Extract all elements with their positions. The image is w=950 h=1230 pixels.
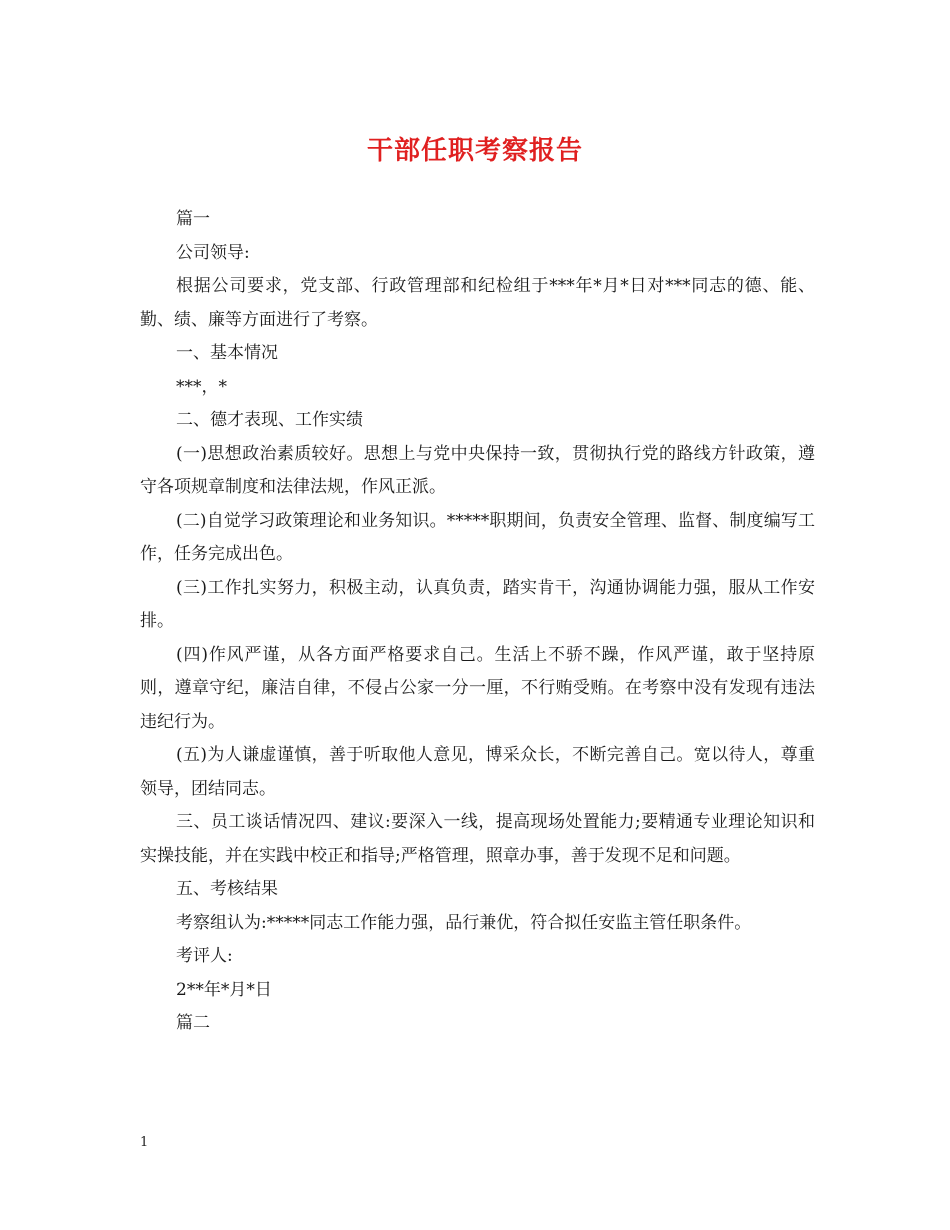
basic-info-text: ***，* [176,376,227,397]
document-body [140,203,815,1041]
performance-item-3: (三)工作扎实努力，积极主动，认真负责，踏实肯干，沟通协调能力强，服从工作安排。 [140,577,815,631]
performance-item-1: (一)思想政治素质较好。思想上与党中央保持一致，贯彻执行党的路线方针政策，遵守各项规章制度和法律法规，作风正派。 [140,443,815,497]
section-heading-part-1: 篇一 [176,209,210,229]
heading-performance: 二、德才表现、工作实绩 [176,410,363,430]
page-number: 1 [140,1135,149,1150]
performance-item-5: (五)为人谦虚谨慎，善于听取他人意见，博采众长，不断完善自己。宽以待人，尊重领导，团结同志。 [140,745,815,799]
intro-paragraph: 根据公司要求，党支部、行政管理部和纪检组于***年*月*日对***同志的德、能、勤、绩、廉等方面进行了考察。 [140,276,815,330]
assessment-conclusion: 考察组认为:*****同志工作能力强，品行兼优，符合拟任安监主管任职条件。 [176,912,752,933]
heading-basic-info: 一、基本情况 [176,343,278,363]
performance-item-4: (四)作风严谨，从各方面严格要求自己。生活上不骄不躁，作风严谨，敢于坚持原则，遵章守纪，廉洁自律，不侵占公家一分一厘，不行贿受贿。在考察中没有发现有违法违纪行为。 [140,644,815,732]
assessor-label: 考评人: [176,946,233,966]
assessment-date: 2**年*月*日 [176,979,272,1000]
interview-and-suggestions: 三、员工谈话情况四、建议:要深入一线，提高现场处置能力;要精通专业理论知识和实操技能，并在实践中校正和指导;严格管理，照章办事，善于发现不足和问题。 [140,812,815,866]
heading-assessment-result: 五、考核结果 [176,879,278,899]
section-heading-part-2: 篇二 [176,1013,210,1033]
performance-item-2: (二)自觉学习政策理论和业务知识。*****职期间，负责安全管理、监督、制度编写工作，任务完成出色。 [140,510,815,564]
salutation: 公司领导: [176,242,250,263]
document-title: 干部任职考察报告 [366,136,583,166]
